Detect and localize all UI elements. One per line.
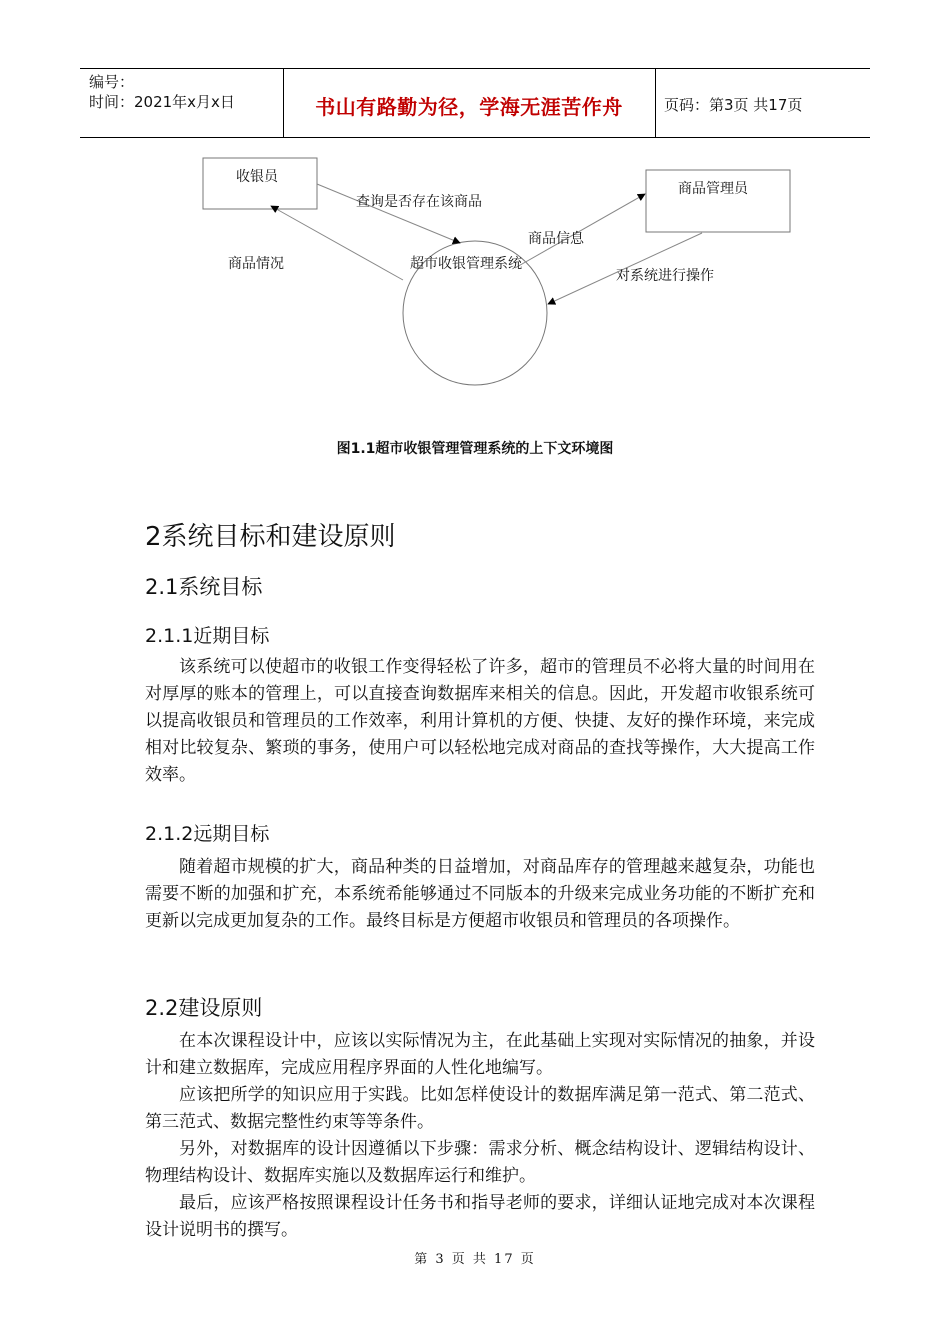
section-2-1-title: 2.1系统目标 xyxy=(145,575,263,599)
figure-caption: 图1.1超市收银管理管理系统的上下文环境图 xyxy=(336,441,614,457)
product-info-flow-label: 商品信息 xyxy=(528,231,584,247)
operate-flow-label: 对系统进行操作 xyxy=(616,268,714,284)
page-code: 页码：第3页 共17页 xyxy=(664,96,803,114)
paragraph: 在本次课程设计中，应该以实际情况为主，在此基础上实现对实际情况的抽象，并设计和建立数据库，完成应用程序界面的人性化地编写。 xyxy=(145,1031,815,1078)
product-status-flow-arrow xyxy=(271,206,403,280)
page-footer: 第 3 页 共 17 页 xyxy=(414,1252,536,1267)
section-2-1-2-title: 2.1.2远期目标 xyxy=(145,823,270,845)
product-status-flow-label: 商品情况 xyxy=(228,256,284,272)
paragraph: 应该把所学的知识应用于实践。比如怎样使设计的数据库满足第一范式、第二范式、第三范式、数据完整性约束等等条件。 xyxy=(145,1085,815,1132)
paragraph: 该系统可以使超市的收银工作变得轻松了许多，超市的管理员不必将大量的时间用在对厚厚的账本的管理上，可以直接查询数据库来相关的信息。因此，开发超市收银系统可以提高收银员和管理员的工作效率，利用计算机的方便、快捷、友好的操作环境，来完成相对比较复杂、繁琐的事务，使用户可以轻松地完成对商品的查找等操作，大大提高工作效率。 xyxy=(145,657,815,785)
motto-text: 书山有路勤为径，学海无涯苦作舟 xyxy=(315,95,623,119)
section-2-2-title: 2.2建设原则 xyxy=(145,996,263,1020)
section-2-title: 2系统目标和建设原则 xyxy=(145,522,396,552)
context-diagram xyxy=(0,0,950,430)
paragraph: 随着超市规模的扩大，商品种类的日益增加，对商品库存的管理越来越复杂，功能也需要不断的加强和扩充，本系统希能够通过不同版本的升级来完成业务功能的不断扩充和更新以完成更加复杂的工作。最终目标是方便超市收银员和管理员的各项操作。 xyxy=(145,857,815,931)
paragraph: 最后，应该严格按照课程设计任务书和指导老师的要求，详细认证地完成对本次课程设计说明书的撰写。 xyxy=(145,1193,815,1240)
serial-label: 编号： xyxy=(89,73,135,91)
section-2-1-2-body xyxy=(145,854,815,935)
paragraph: 另外，对数据库的设计因遵循以下步骤：需求分析、概念结构设计、逻辑结构设计、物理结构设计、数据库实施以及数据库运行和维护。 xyxy=(145,1139,815,1186)
section-2-1-1-title: 2.1.1近期目标 xyxy=(145,625,270,647)
section-2-2-body xyxy=(145,1028,815,1244)
query-flow-label: 查询是否存在该商品 xyxy=(356,194,482,210)
system-process-label: 超市收银管理系统 xyxy=(410,256,522,272)
section-2-1-1-body xyxy=(145,654,815,789)
manager-entity-label: 商品管理员 xyxy=(678,181,748,197)
cashier-entity-label: 收银员 xyxy=(236,169,278,185)
time-line: 时间：2021年x月x日 xyxy=(89,93,235,111)
